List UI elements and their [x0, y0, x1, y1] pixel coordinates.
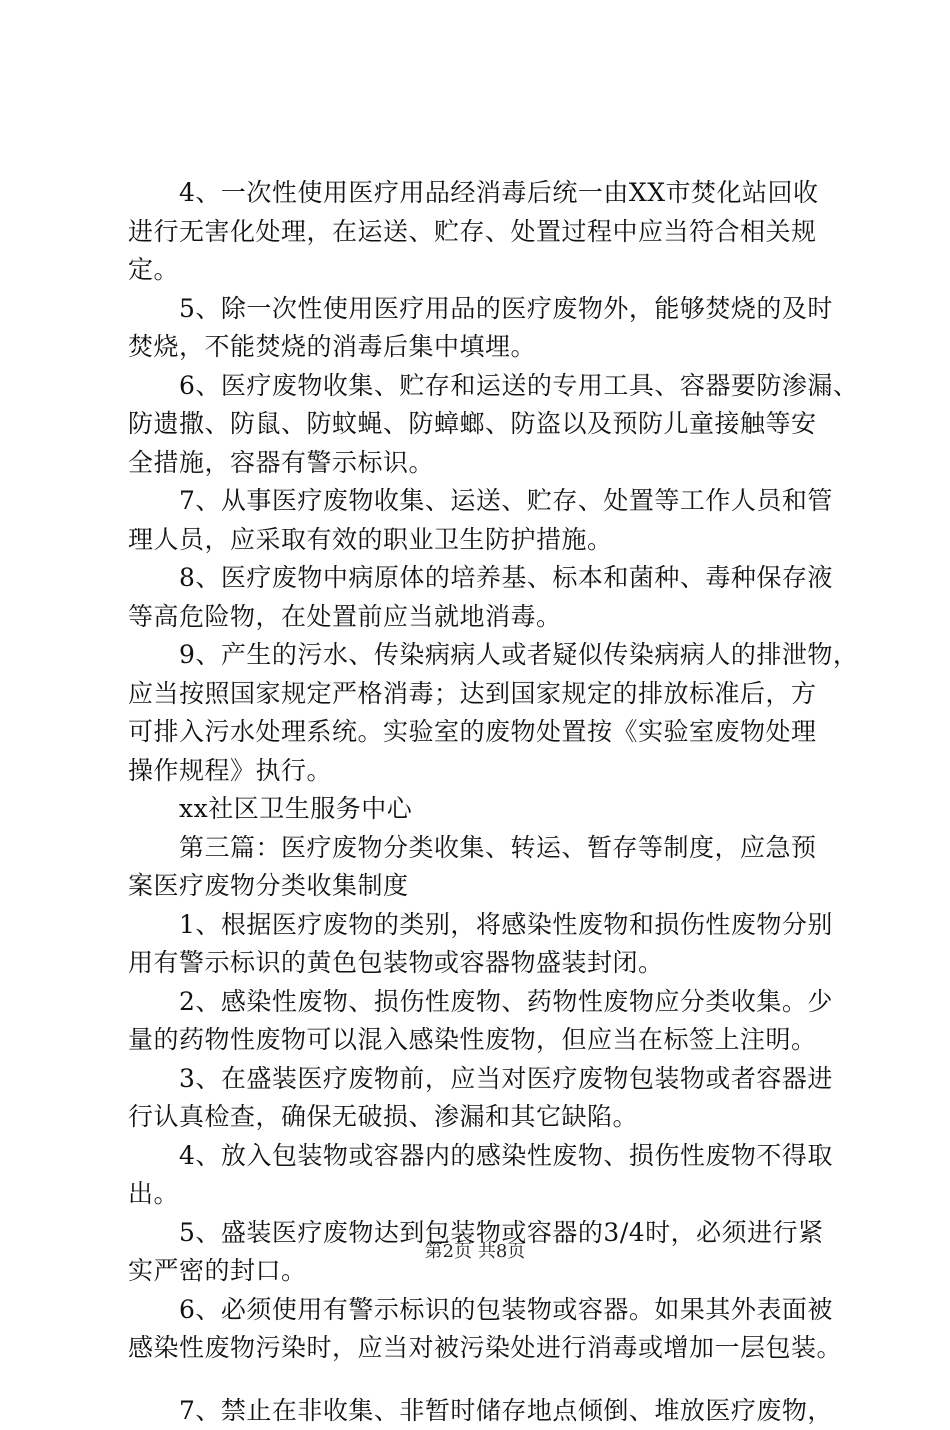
text-line: 2、感染性废物、损伤性废物、药物性废物应分类收集。少	[128, 983, 834, 1022]
text-line: 4、放入包装物或容器内的感染性废物、损伤性废物不得取	[128, 1137, 834, 1176]
text-line: 8、医疗废物中病原体的培养基、标本和菌种、毒种保存液	[128, 559, 834, 598]
text-line: 进行无害化处理，在运送、贮存、处置过程中应当符合相关规	[128, 213, 834, 252]
text-line: 防遗撒、防鼠、防蚊蝇、防蟑螂、防盗以及预防儿童接触等安	[128, 405, 834, 444]
text-line: 3、在盛装医疗废物前，应当对医疗废物包装物或者容器进	[128, 1060, 834, 1099]
text-line: 6、必须使用有警示标识的包装物或容器。如果其外表面被	[128, 1291, 834, 1330]
section-heading	[128, 829, 834, 906]
text-line: 实严密的封口。	[128, 1252, 834, 1291]
text-line: 量的药物性废物可以混入感染性废物，但应当在标签上注明。	[128, 1021, 834, 1060]
text-line: 感染性废物污染时，应当对被污染处进行消毒或增加一层包装。	[128, 1329, 834, 1368]
page-footer: 第2页 共8页	[0, 1240, 950, 1264]
text-line: 行认真检查，确保无破损、渗漏和其它缺陷。	[128, 1098, 834, 1137]
paragraph-item-4	[128, 174, 834, 290]
rule-item-4	[128, 1137, 834, 1214]
text-line: 应当按照国家规定严格消毒；达到国家规定的排放标准后，方	[128, 675, 834, 714]
text-line: 5、盛装医疗废物达到包装物或容器的3/4时，必须进行紧	[128, 1214, 834, 1253]
rule-item-3	[128, 1060, 834, 1137]
paragraph-spacer	[128, 1368, 834, 1392]
text-line: 理人员，应采取有效的职业卫生防护措施。	[128, 521, 834, 560]
text-line: 1、根据医疗废物的类别，将感染性废物和损伤性废物分别	[128, 906, 834, 945]
text-line: 7、禁止在非收集、非暂时储存地点倾倒、堆放医疗废物，	[128, 1392, 834, 1430]
text-line: 5、除一次性使用医疗用品的医疗废物外，能够焚烧的及时	[128, 290, 834, 329]
rule-item-6	[128, 1291, 834, 1368]
text-line: 案医疗废物分类收集制度	[128, 867, 834, 906]
text-line: 操作规程》执行。	[128, 752, 834, 791]
text-line: 用有警示标识的黄色包装物或容器物盛装封闭。	[128, 944, 834, 983]
paragraph-item-8	[128, 559, 834, 636]
rule-item-2	[128, 983, 834, 1060]
rule-item-1	[128, 906, 834, 983]
paragraph-item-5	[128, 290, 834, 367]
rule-item-7	[128, 1392, 834, 1430]
text-line: 4、一次性使用医疗用品经消毒后统一由XX市焚化站回收	[128, 174, 834, 213]
paragraph-item-9	[128, 636, 834, 790]
text-line: 焚烧，不能焚烧的消毒后集中填埋。	[128, 328, 834, 367]
text-line: xx社区卫生服务中心	[128, 790, 834, 829]
text-line: 7、从事医疗废物收集、运送、贮存、处置等工作人员和管	[128, 482, 834, 521]
signature-line	[128, 790, 834, 829]
text-line: 定。	[128, 251, 834, 290]
text-line: 6、医疗废物收集、贮存和运送的专用工具、容器要防渗漏、	[128, 367, 834, 406]
text-line: 全措施，容器有警示标识。	[128, 444, 834, 483]
text-line: 可排入污水处理系统。实验室的废物处置按《实验室废物处理	[128, 713, 834, 752]
paragraph-item-7	[128, 482, 834, 559]
text-line: 等高危险物，在处置前应当就地消毒。	[128, 598, 834, 637]
text-line: 第三篇：医疗废物分类收集、转运、暂存等制度，应急预	[128, 829, 834, 868]
text-line: 出。	[128, 1175, 834, 1214]
text-line: 9、产生的污水、传染病病人或者疑似传染病病人的排泄物，	[128, 636, 834, 675]
paragraph-item-6	[128, 367, 834, 483]
